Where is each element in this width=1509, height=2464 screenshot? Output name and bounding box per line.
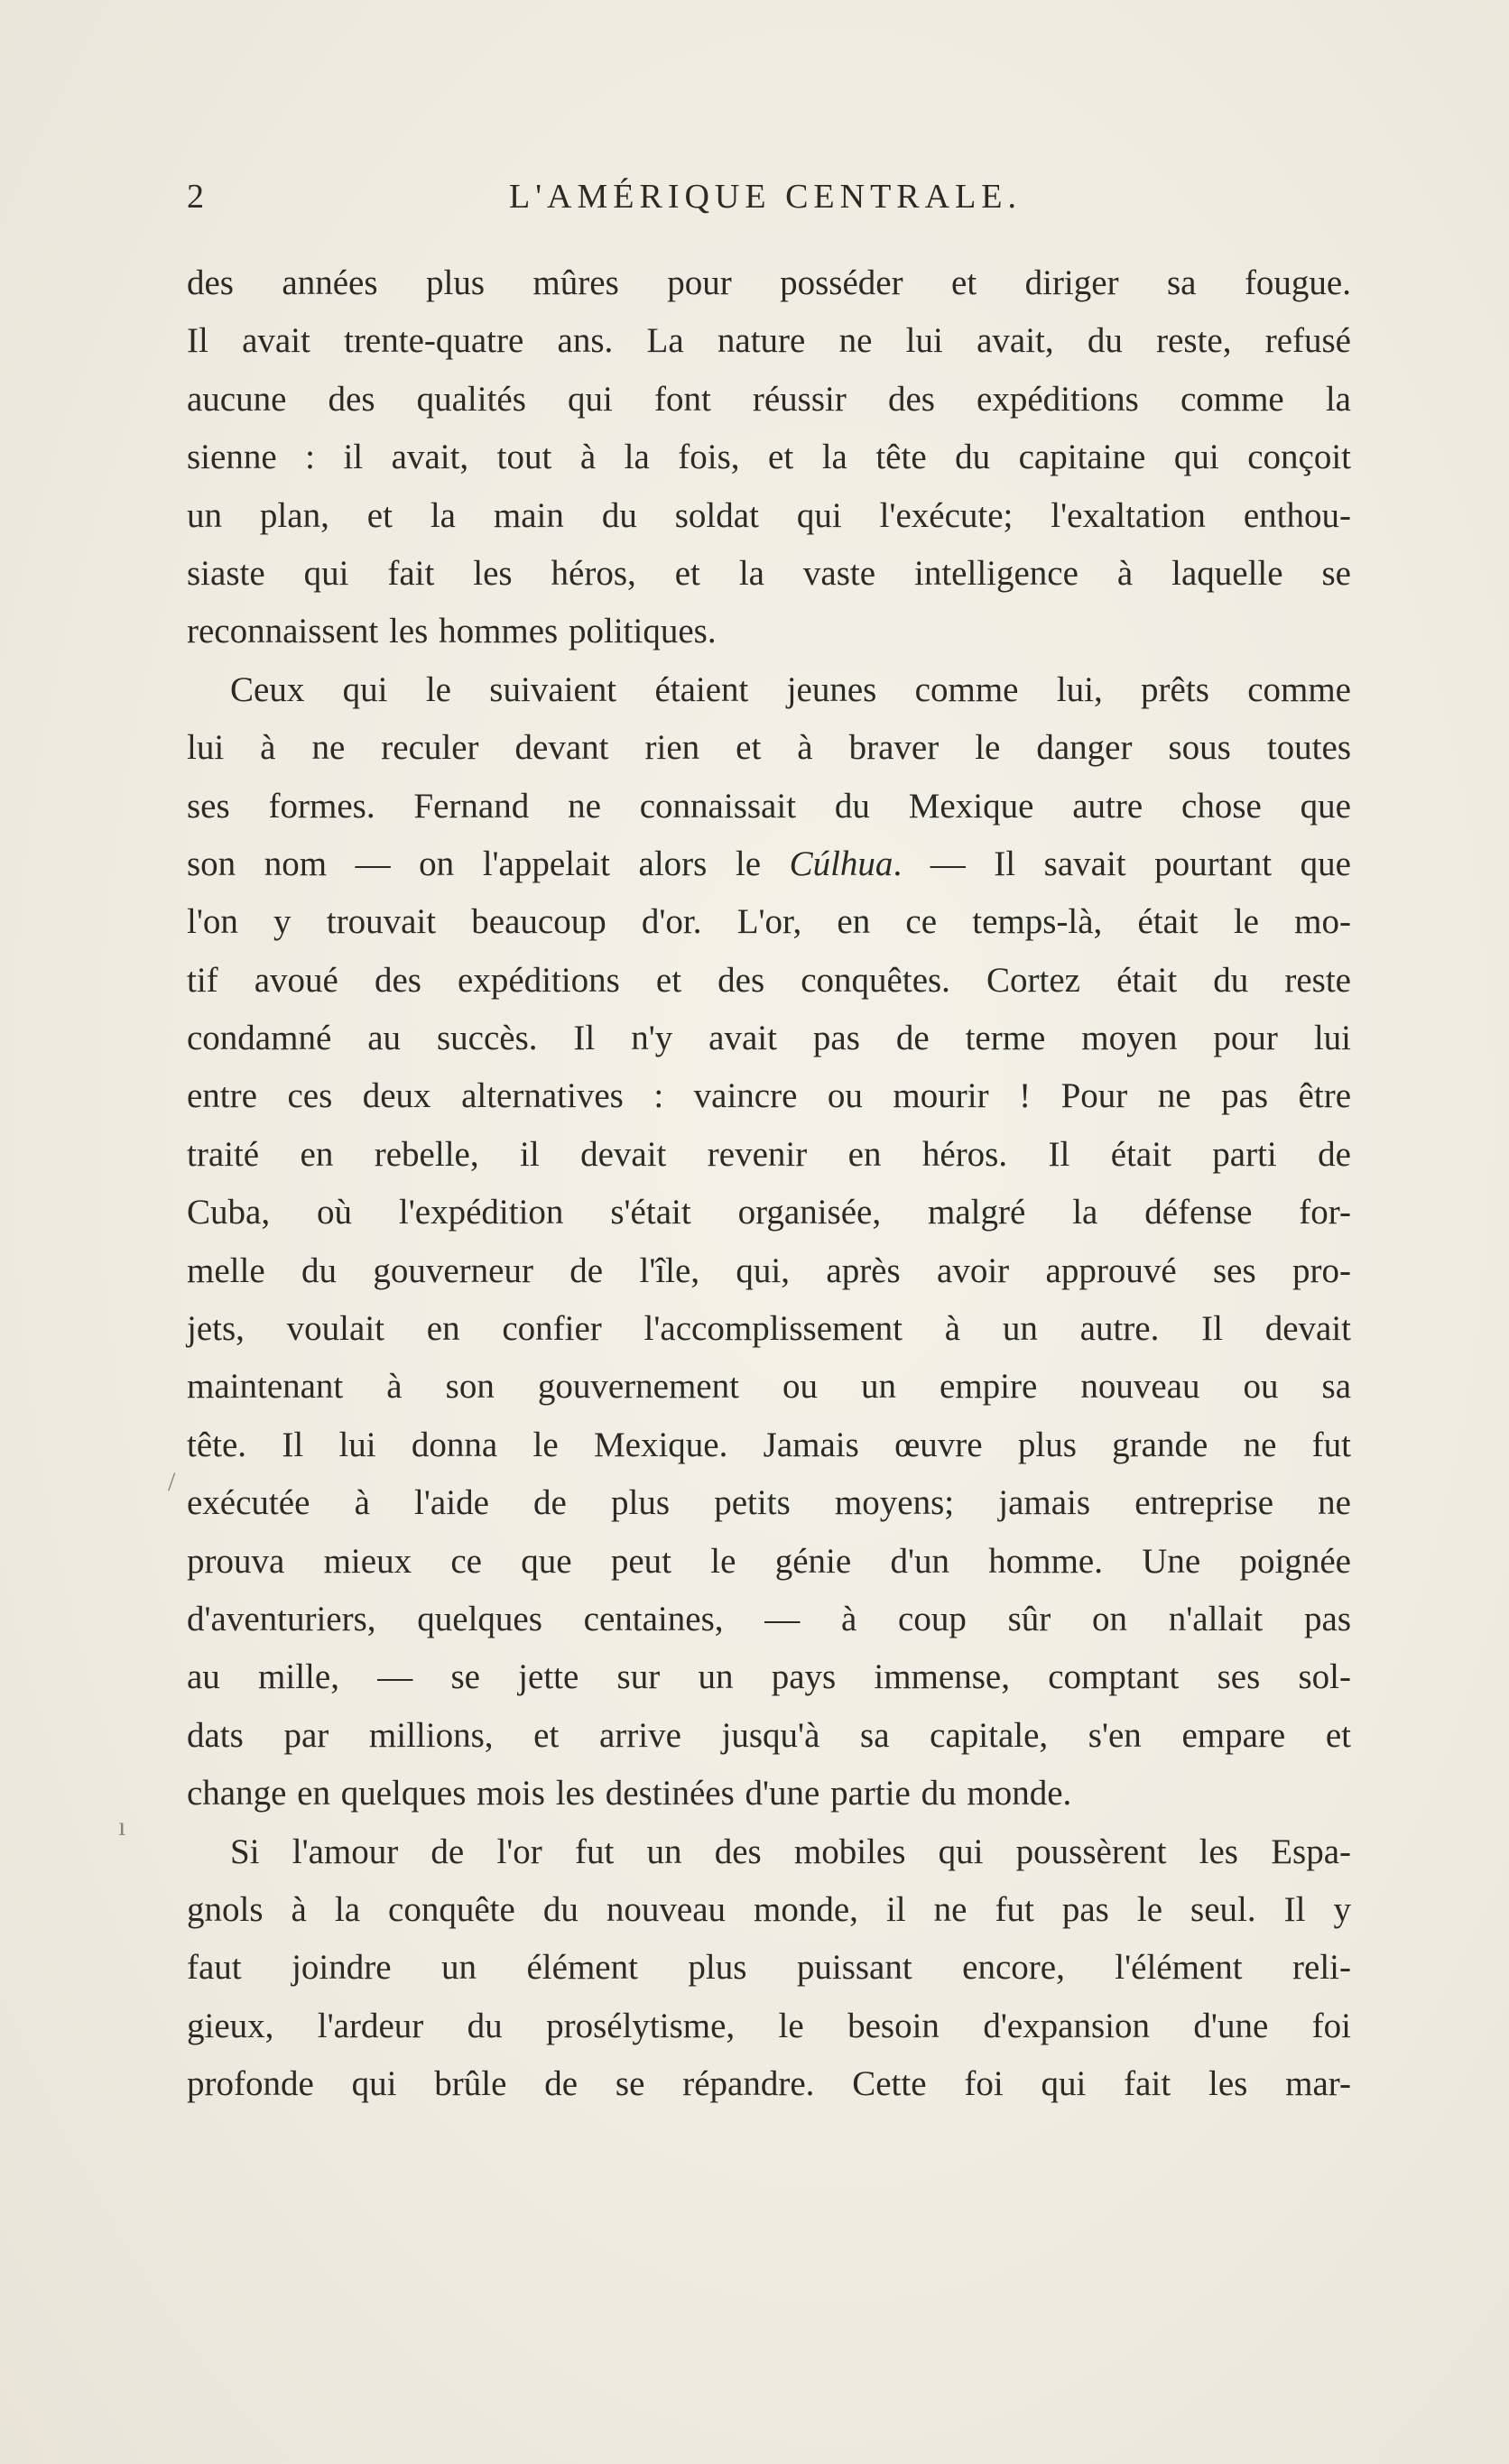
text-line: lui à ne reculer devant rien et à braver le danger sous toutes: [187, 728, 1351, 768]
running-header: [187, 177, 1344, 227]
text-line: des années plus mûres pour posséder et diriger sa fougue.: [187, 263, 1351, 302]
text-line: prouva mieux ce que peut le génie d'un homme. Une poignée: [187, 1541, 1351, 1581]
text-line: traité en rebelle, il devait revenir en héros. Il était parti de: [187, 1134, 1351, 1174]
text-line: jets, voulait en confier l'accomplissement à un autre. Il devait: [187, 1309, 1351, 1349]
text-line: change en quelques mois les destinées d'une partie du monde.: [187, 1774, 1072, 1813]
running-title: L'AMÉRIQUE CENTRALE.: [508, 178, 1023, 216]
text-line: tête. Il lui donna le Mexique. Jamais œuvre plus grande ne fut: [187, 1425, 1351, 1464]
text-line: condamné au succès. Il n'y avait pas de terme moyen pour lui: [187, 1019, 1351, 1058]
text-line: un plan, et la main du soldat qui l'exécute; l'exaltation enthou-: [187, 495, 1351, 535]
margin-mark: ı: [118, 1812, 126, 1841]
text-line: reconnaissent les hommes politiques.: [187, 612, 717, 651]
text-line: entre ces deux alternatives : vaincre ou mourir ! Pour ne pas être: [187, 1076, 1351, 1116]
text-line: Si l'amour de l'or fut un des mobiles qui poussèrent les Espa-: [230, 1832, 1351, 1871]
text-line: au mille, — se jette sur un pays immense, comptant ses sol-: [187, 1657, 1351, 1697]
text-line: faut joindre un élément plus puissant encore, l'élément reli-: [187, 1948, 1351, 1988]
text-line: aucune des qualités qui font réussir des expéditions comme la: [187, 379, 1351, 419]
text-line: ses formes. Fernand ne connaissait du Mexique autre chose que: [187, 786, 1351, 826]
text-line: gieux, l'ardeur du prosélytisme, le besoin d'expansion d'une foi: [187, 2006, 1351, 2045]
body-text: [187, 254, 1351, 2114]
text-line: Il avait trente-quatre ans. La nature ne lui avait, du reste, refusé: [187, 321, 1351, 361]
text-line: tif avoué des expéditions et des conquêtes. Cortez était du reste: [187, 960, 1351, 1000]
text-line: profonde qui brûle de se répandre. Cette foi qui fait les mar-: [187, 2064, 1351, 2104]
text-line: d'aventuriers, quelques centaines, — à coup sûr on n'allait pas: [187, 1599, 1351, 1638]
text-line: son nom — on l'appelait alors le Cúlhua. — Il savait pourtant que: [187, 844, 1351, 883]
text-line: Cuba, où l'expédition s'était organisée, malgré la défense for-: [187, 1193, 1351, 1232]
text-line: l'on y trouvait beaucoup d'or. L'or, en ce temps-là, était le mo-: [187, 902, 1351, 942]
text-line: maintenant à son gouvernement ou un empire nouveau ou sa: [187, 1367, 1351, 1407]
text-line: Ceux qui le suivaient étaient jeunes comme lui, prêts comme: [230, 669, 1351, 709]
italic-word: Cúlhua: [789, 844, 893, 883]
text-line: gnols à la conquête du nouveau monde, il ne fut pas le seul. Il y: [187, 1889, 1351, 1929]
text-line: exécutée à l'aide de plus petits moyens; jamais entreprise ne: [187, 1483, 1351, 1523]
text-line: sienne : il avait, tout à la fois, et la tête du capitaine qui conçoit: [187, 438, 1351, 477]
margin-mark: /: [168, 1467, 176, 1497]
text-line: siaste qui fait les héros, et la vaste intelligence à laquelle se: [187, 553, 1351, 593]
text-line: melle du gouverneur de l'île, qui, après avoir approuvé ses pro-: [187, 1250, 1351, 1290]
page-number: 2: [187, 178, 208, 216]
text-line: dats par millions, et arrive jusqu'à sa capitale, s'en empare et: [187, 1715, 1351, 1755]
